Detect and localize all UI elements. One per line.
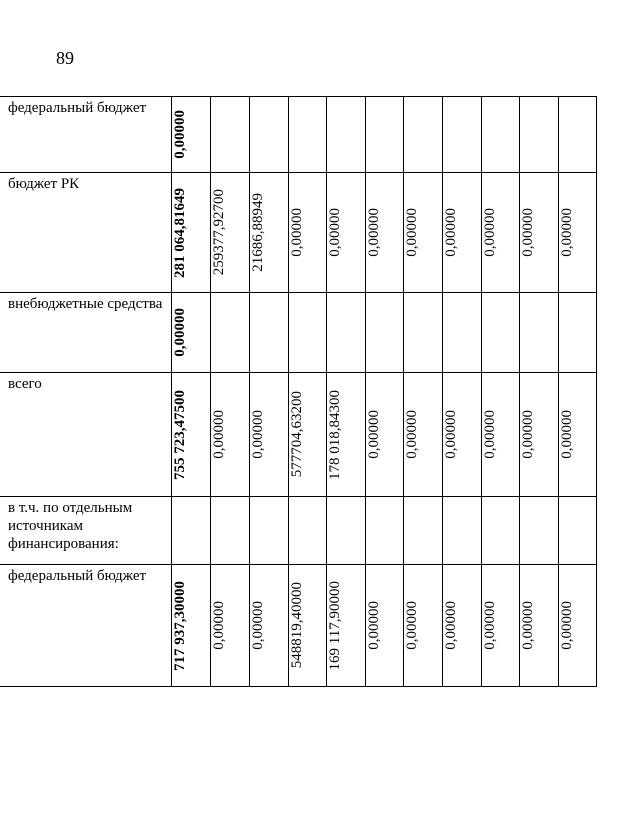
cell-value: 0,00000 bbox=[558, 601, 575, 650]
cell-value: 548819,40000 bbox=[288, 582, 305, 669]
total-value: 755 723,47500 bbox=[171, 389, 188, 480]
cell-value: 0,00000 bbox=[365, 208, 382, 257]
value-cell bbox=[442, 565, 481, 687]
cell-value: 0,00000 bbox=[403, 601, 420, 650]
total-value: 0,00000 bbox=[171, 308, 188, 357]
value-cell bbox=[288, 497, 326, 565]
value-cell bbox=[249, 173, 288, 293]
value-cell bbox=[210, 497, 249, 565]
value-cell bbox=[519, 565, 558, 687]
cell-value: 0,00000 bbox=[519, 410, 536, 459]
value-cell bbox=[519, 373, 558, 497]
row-label: в т.ч. по отдельным источникам финансирования: bbox=[0, 497, 171, 565]
total-cell bbox=[171, 497, 210, 565]
value-cell bbox=[442, 293, 481, 373]
value-cell bbox=[403, 565, 442, 687]
cell-value: 0,00000 bbox=[481, 601, 498, 650]
value-cell bbox=[481, 497, 519, 565]
page-number: 89 bbox=[56, 48, 74, 68]
cell-value: 0,00000 bbox=[481, 410, 498, 459]
value-cell bbox=[403, 373, 442, 497]
value-cell bbox=[481, 97, 519, 173]
cell-value: 0,00000 bbox=[403, 208, 420, 257]
table-row bbox=[0, 565, 597, 687]
value-cell bbox=[558, 293, 597, 373]
value-cell bbox=[210, 173, 249, 293]
total-cell bbox=[171, 97, 210, 173]
value-cell bbox=[288, 565, 326, 687]
value-cell bbox=[403, 497, 442, 565]
total-cell bbox=[171, 373, 210, 497]
cell-value: 0,00000 bbox=[210, 410, 227, 459]
cell-value: 169 117,90000 bbox=[326, 580, 343, 671]
value-cell bbox=[326, 373, 365, 497]
value-cell bbox=[326, 173, 365, 293]
table-row bbox=[0, 173, 597, 293]
value-cell bbox=[326, 497, 365, 565]
value-cell bbox=[249, 497, 288, 565]
cell-value: 0,00000 bbox=[519, 208, 536, 257]
cell-value: 0,00000 bbox=[558, 208, 575, 257]
value-cell bbox=[403, 293, 442, 373]
value-cell bbox=[481, 173, 519, 293]
value-cell bbox=[365, 97, 403, 173]
value-cell bbox=[288, 173, 326, 293]
total-cell bbox=[171, 565, 210, 687]
financing-table bbox=[0, 96, 597, 687]
value-cell bbox=[481, 565, 519, 687]
value-cell bbox=[519, 293, 558, 373]
value-cell bbox=[558, 173, 597, 293]
cell-value: 0,00000 bbox=[519, 601, 536, 650]
cell-value: 0,00000 bbox=[249, 410, 266, 459]
value-cell bbox=[210, 293, 249, 373]
total-cell bbox=[171, 293, 210, 373]
value-cell bbox=[210, 373, 249, 497]
cell-value: 0,00000 bbox=[365, 410, 382, 459]
value-cell bbox=[481, 373, 519, 497]
cell-value: 0,00000 bbox=[442, 601, 459, 650]
cell-value: 21686,88949 bbox=[249, 193, 266, 272]
value-cell bbox=[558, 565, 597, 687]
cell-value: 0,00000 bbox=[326, 208, 343, 257]
value-cell bbox=[558, 497, 597, 565]
row-label: бюджет РК bbox=[0, 173, 171, 293]
row-label: федеральный бюджет bbox=[0, 97, 171, 173]
value-cell bbox=[288, 293, 326, 373]
cell-value: 0,00000 bbox=[365, 601, 382, 650]
value-cell bbox=[326, 293, 365, 373]
value-cell bbox=[210, 97, 249, 173]
total-value: 0,00000 bbox=[171, 110, 188, 159]
table-row bbox=[0, 293, 597, 373]
value-cell bbox=[481, 293, 519, 373]
value-cell bbox=[326, 565, 365, 687]
value-cell bbox=[288, 373, 326, 497]
cell-value: 0,00000 bbox=[210, 601, 227, 650]
value-cell bbox=[326, 97, 365, 173]
cell-value: 0,00000 bbox=[442, 410, 459, 459]
table-row bbox=[0, 97, 597, 173]
value-cell bbox=[365, 565, 403, 687]
cell-value: 178 018,84300 bbox=[326, 389, 343, 480]
row-label: всего bbox=[0, 373, 171, 497]
value-cell bbox=[442, 97, 481, 173]
value-cell bbox=[558, 373, 597, 497]
value-cell bbox=[442, 497, 481, 565]
value-cell bbox=[249, 293, 288, 373]
value-cell bbox=[365, 293, 403, 373]
cell-value: 259377,92700 bbox=[210, 189, 227, 276]
cell-value: 0,00000 bbox=[403, 410, 420, 459]
cell-value: 0,00000 bbox=[442, 208, 459, 257]
value-cell bbox=[519, 97, 558, 173]
value-cell bbox=[365, 173, 403, 293]
value-cell bbox=[249, 565, 288, 687]
total-value: 281 064,81649 bbox=[171, 187, 188, 278]
value-cell bbox=[249, 97, 288, 173]
cell-value: 0,00000 bbox=[288, 208, 305, 257]
value-cell bbox=[365, 497, 403, 565]
cell-value: 577704,63200 bbox=[288, 391, 305, 478]
value-cell bbox=[403, 97, 442, 173]
value-cell bbox=[210, 565, 249, 687]
row-label: внебюджетные средства bbox=[0, 293, 171, 373]
value-cell bbox=[442, 173, 481, 293]
value-cell bbox=[442, 373, 481, 497]
total-value: 717 937,30000 bbox=[171, 580, 188, 671]
value-cell bbox=[519, 173, 558, 293]
table-row bbox=[0, 373, 597, 497]
value-cell bbox=[519, 497, 558, 565]
cell-value: 0,00000 bbox=[558, 410, 575, 459]
value-cell bbox=[249, 373, 288, 497]
cell-value: 0,00000 bbox=[249, 601, 266, 650]
value-cell bbox=[365, 373, 403, 497]
value-cell bbox=[288, 97, 326, 173]
value-cell bbox=[558, 97, 597, 173]
value-cell bbox=[403, 173, 442, 293]
table-row bbox=[0, 497, 597, 565]
total-cell bbox=[171, 173, 210, 293]
cell-value: 0,00000 bbox=[481, 208, 498, 257]
row-label: федеральный бюджет bbox=[0, 565, 171, 687]
